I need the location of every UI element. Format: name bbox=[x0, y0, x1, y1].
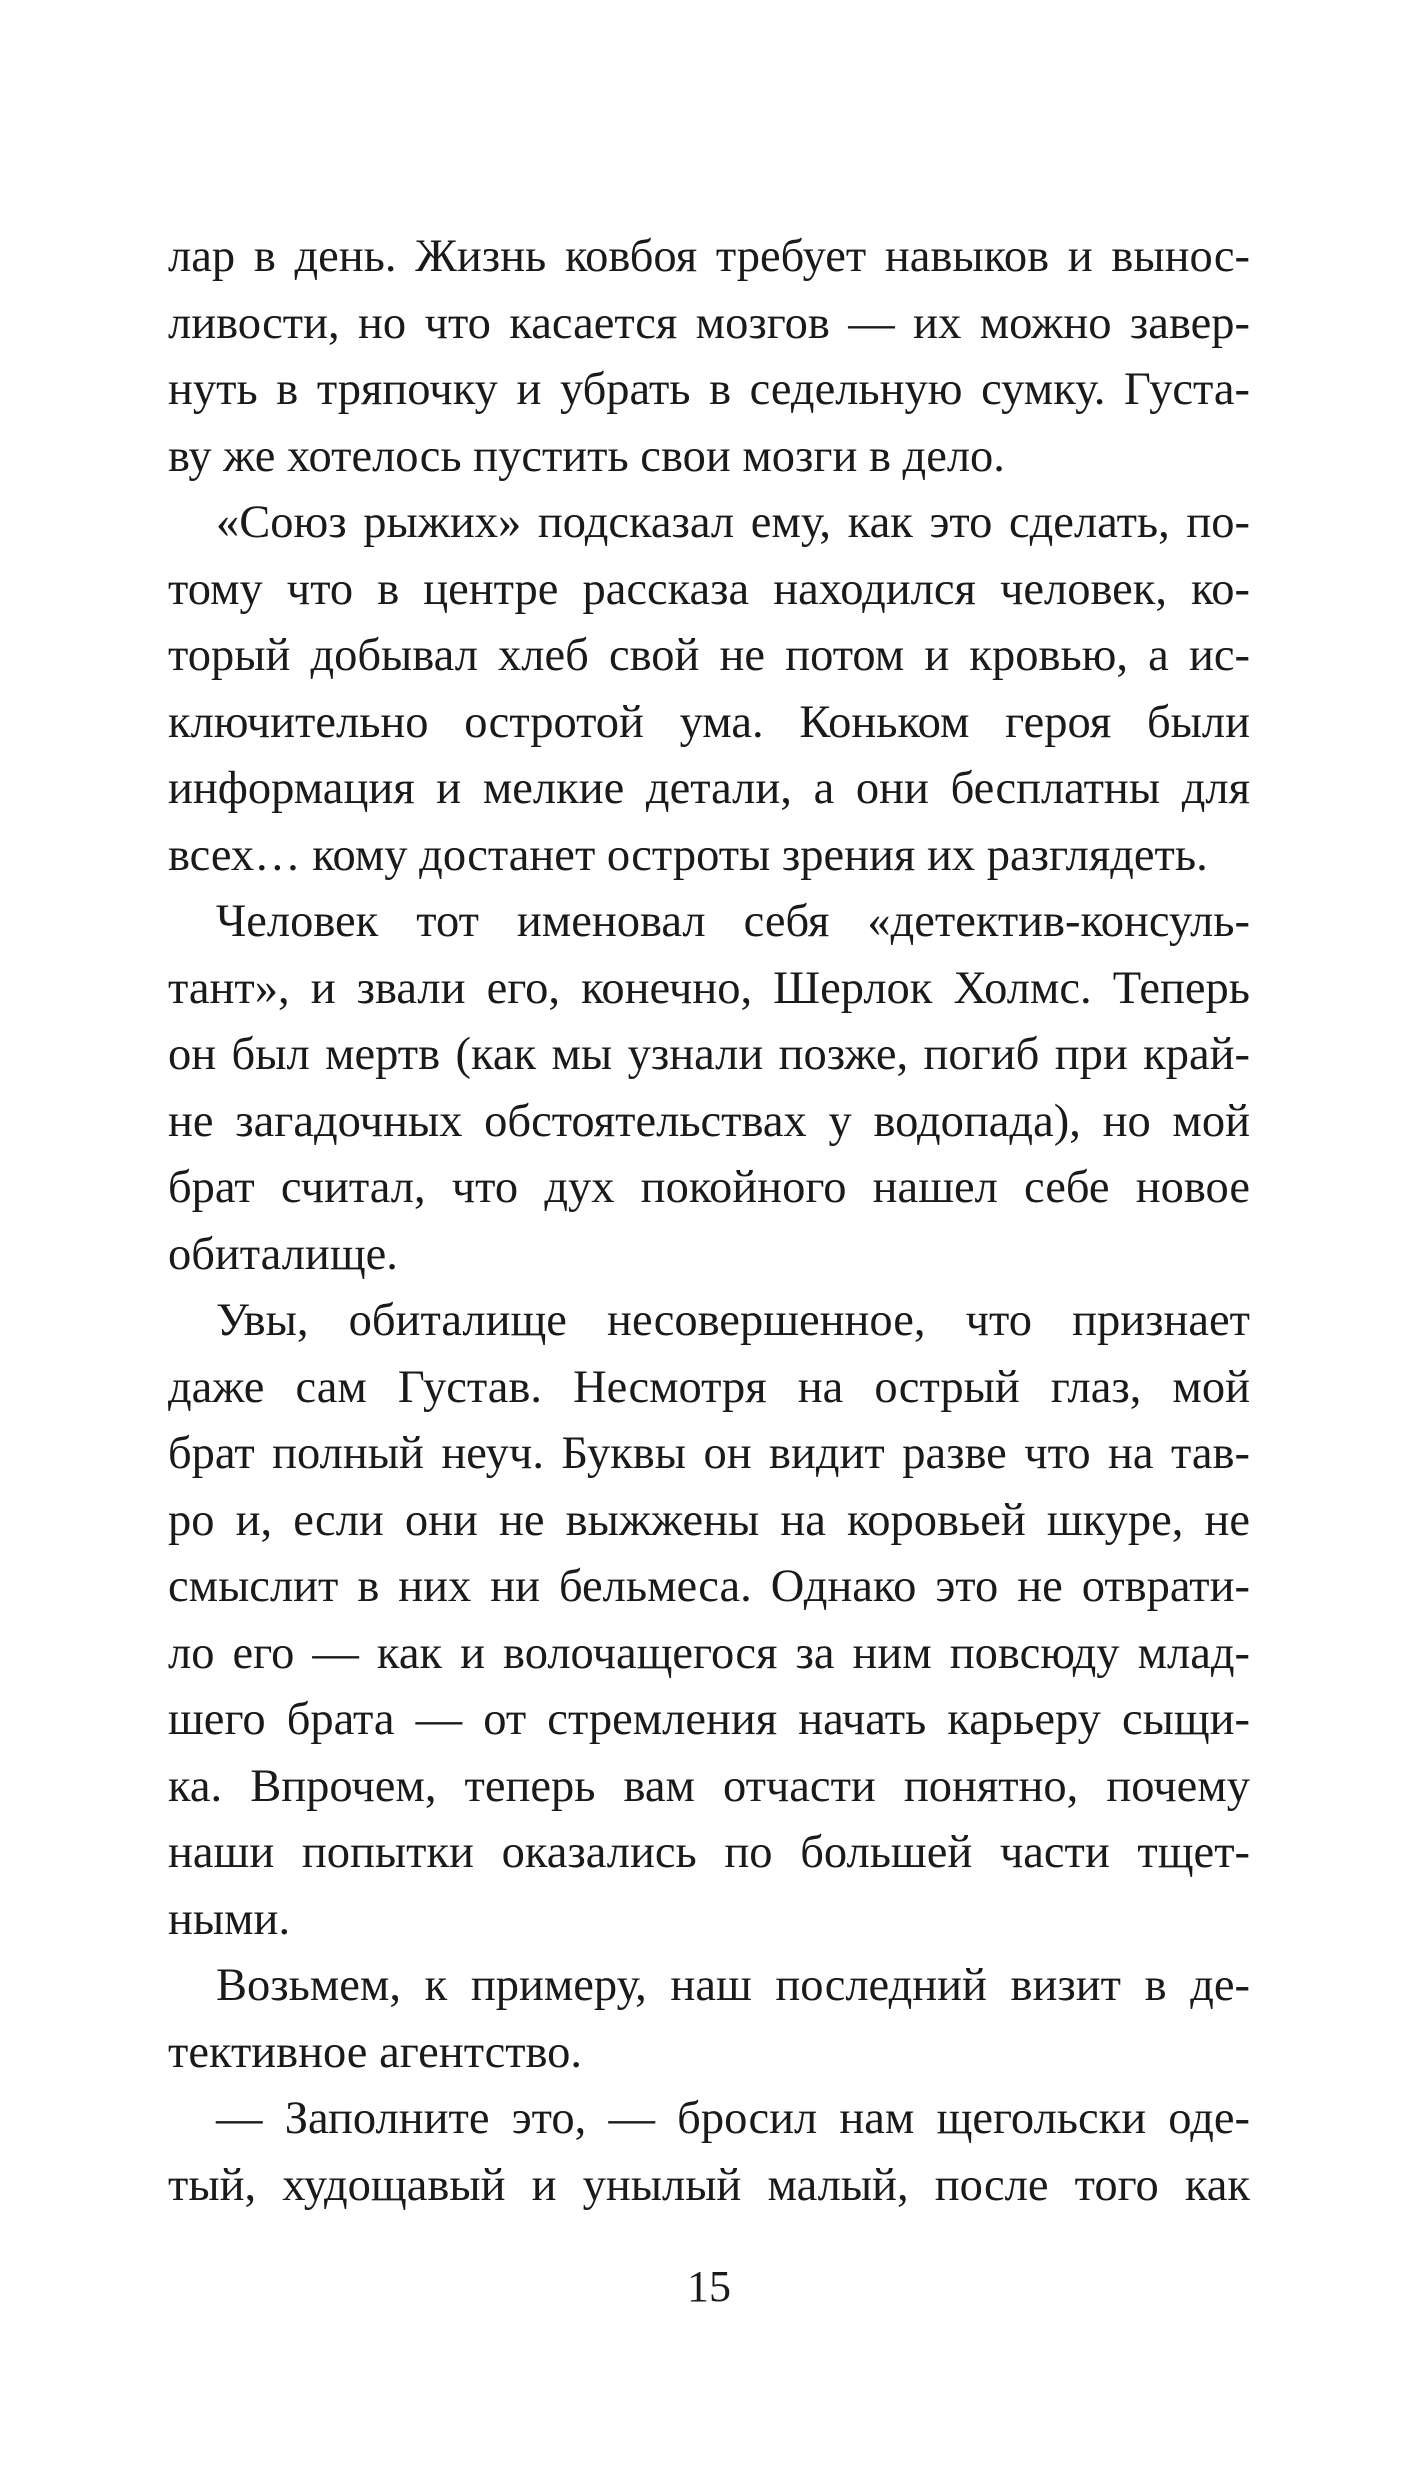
text-line: тант», и звали его, конечно, Шерлок Холмс. Теперь bbox=[168, 962, 1250, 1014]
text-line: торый добывал хлеб свой не потом и кровью, а ис- bbox=[168, 630, 1250, 681]
text-line: нуть в тряпочку и убрать в седельную сумку. Густа- bbox=[168, 364, 1250, 415]
text-line: тективное агентство. bbox=[168, 2026, 583, 2078]
text-line: наши попытки оказались по большей части тщет- bbox=[168, 1827, 1250, 1878]
text-line: ро и, если они не выжжены на коровьей шкуре, не bbox=[168, 1494, 1250, 1546]
text-line: ключительно остротой ума. Коньком героя были bbox=[168, 696, 1250, 748]
text-line: лар в день. Жизнь ковбоя требует навыков и вынос- bbox=[168, 231, 1250, 282]
text-line: ливости, но что касается мозгов — их можно завер- bbox=[168, 297, 1250, 349]
text-line: смыслит в них ни бельмеса. Однако это не отврати- bbox=[168, 1561, 1250, 1612]
text-line: не загадочных обстоятельствах у водопада), но мой bbox=[168, 1095, 1250, 1147]
text-line: даже сам Густав. Несмотря на острый глаз, мой bbox=[168, 1361, 1250, 1413]
text-line: он был мертв (как мы узнали позже, погиб при край- bbox=[168, 1029, 1250, 1080]
text-line: «Союз рыжих» подсказал ему, как это сделать, по- bbox=[216, 497, 1250, 548]
paragraph-5 bbox=[168, 1953, 1250, 2086]
text-line: информация и мелкие детали, а они бесплатны для bbox=[168, 763, 1250, 814]
text-line: брат полный неуч. Буквы он видит разве что на тав- bbox=[168, 1428, 1250, 1479]
paragraph-1 bbox=[168, 224, 1250, 490]
paragraph-6 bbox=[168, 2086, 1250, 2219]
text-line: ло его — как и волочащегося за ним повсюду млад- bbox=[168, 1627, 1250, 1679]
page-number: 15 bbox=[687, 2262, 731, 2311]
page-text-block bbox=[168, 224, 1250, 2219]
text-line: ву же хотелось пустить свои мозги в дело. bbox=[168, 430, 1005, 482]
text-line: тый, худощавый и унылый малый, после того как bbox=[168, 2159, 1250, 2211]
text-line: Человек тот именовал себя «детектив-консуль- bbox=[216, 896, 1250, 947]
text-line: тому что в центре рассказа находился человек, ко- bbox=[168, 563, 1250, 615]
text-line: Увы, обиталище несовершенное, что признает bbox=[216, 1295, 1250, 1346]
text-line: брат считал, что дух покойного нашел себе новое bbox=[168, 1162, 1250, 1213]
text-line: Возьмем, к примеру, наш последний визит в де- bbox=[216, 1960, 1250, 2011]
text-line: ными. bbox=[168, 1893, 291, 1945]
text-line: обиталище. bbox=[168, 1228, 398, 1280]
paragraph-3 bbox=[168, 889, 1250, 1288]
text-line: ка. Впрочем, теперь вам отчасти понятно, почему bbox=[168, 1760, 1250, 1812]
text-line: шего брата — от стремления начать карьеру сыщи- bbox=[168, 1694, 1250, 1745]
paragraph-4 bbox=[168, 1288, 1250, 1953]
paragraph-2 bbox=[168, 490, 1250, 889]
text-line: всех… кому достанет остроты зрения их разглядеть. bbox=[168, 829, 1208, 881]
text-line: — Заполните это, — бросил нам щегольски оде- bbox=[216, 2093, 1250, 2144]
